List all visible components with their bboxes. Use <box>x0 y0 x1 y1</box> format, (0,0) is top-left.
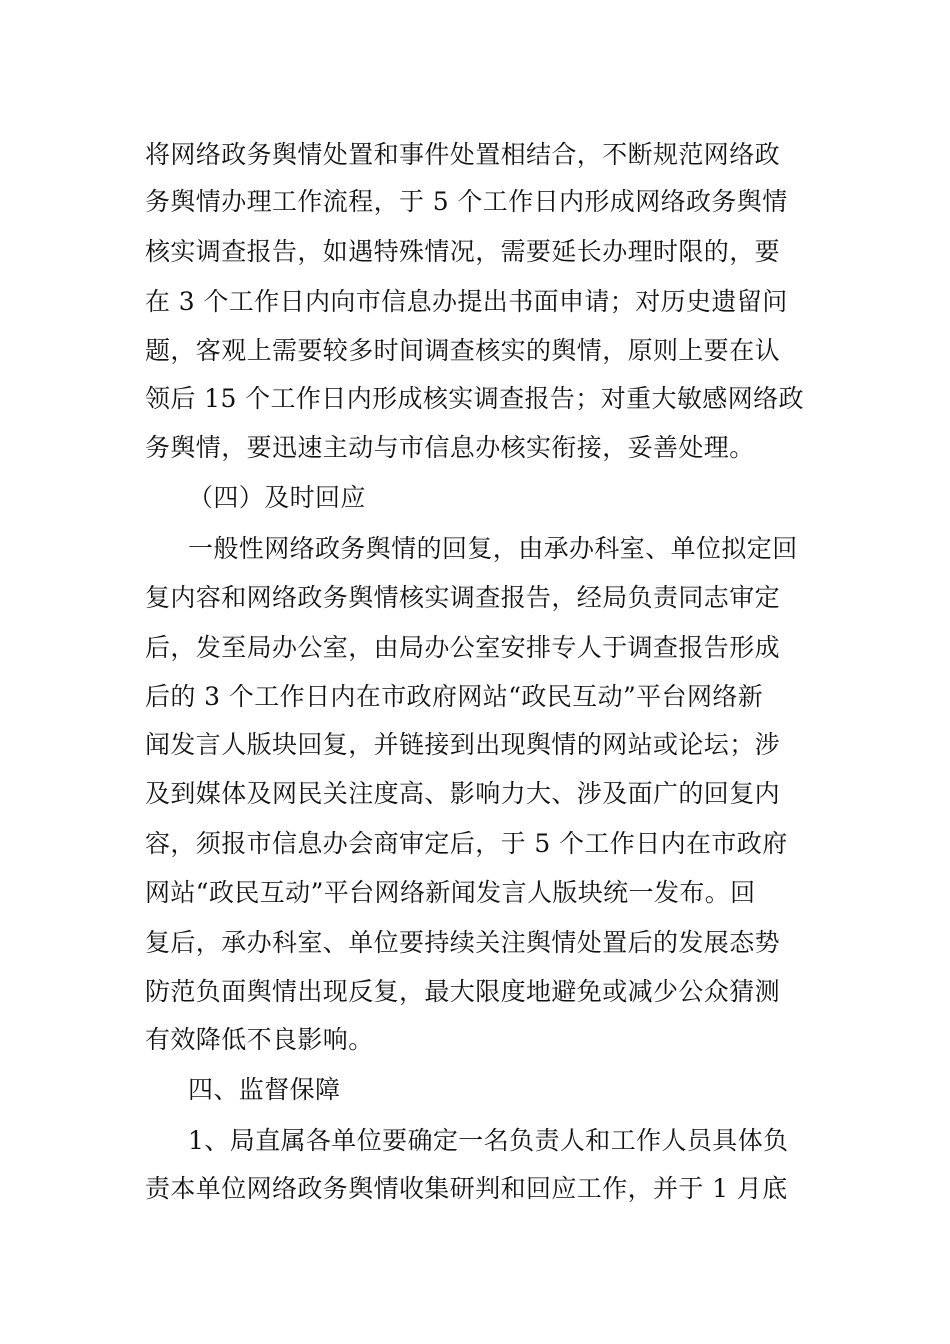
paragraph-line: 核实调查报告，如遇特殊情况，需要延长办理时限的，要 <box>145 237 781 266</box>
paragraph-line: 及到媒体及网民关注度高、影响力大、涉及面广的回复内 <box>145 779 781 808</box>
paragraph-line: 网站“政民互动”平台网络新闻发言人版块统一发布。回 <box>145 878 756 907</box>
paragraph-line: 复后，承办科室、单位要持续关注舆情处置后的发展态势 <box>145 928 781 957</box>
paragraph-line: 1、局直属各单位要确定一名负责人和工作人员具体负 <box>188 1126 789 1155</box>
paragraph-line: 务舆情办理工作流程，于 5 个工作日内形成网络政务舆情 <box>145 187 788 216</box>
paragraph-line: 有效降低不良影响。 <box>145 1025 374 1054</box>
paragraph-line: 领后 15 个工作日内形成核实调查报告；对重大敏感网络政 <box>145 384 804 413</box>
paragraph-line: 闻发言人版块回复，并链接到出现舆情的网站或论坛；涉 <box>145 730 781 759</box>
paragraph-line: 在 3 个工作日内向市信息办提出书面申请；对历史遗留问 <box>145 287 788 316</box>
paragraph-line: 复内容和网络政务舆情核实调查报告，经局负责同志审定 <box>145 583 781 612</box>
paragraph-line: 容，须报市信息办会商审定后，于 5 个工作日内在市政府 <box>145 829 788 858</box>
paragraph-line: 后的 3 个工作日内在市政府网站“政民互动”平台网络新 <box>145 682 764 711</box>
paragraph-line: 防范负面舆情出现反复，最大限度地避免或减少公众猜测 <box>145 977 781 1006</box>
paragraph-line: 题，客观上需要较多时间调查核实的舆情，原则上要在认 <box>145 336 781 365</box>
paragraph-line: 务舆情，要迅速主动与市信息办核实衔接，妥善处理。 <box>145 433 755 462</box>
paragraph-line: 后，发至局办公室，由局办公室安排专人于调查报告形成 <box>145 633 781 662</box>
paragraph-line: 将网络政务舆情处置和事件处置相结合，不断规范网络政 <box>145 140 781 169</box>
subheading: （四）及时回应 <box>188 483 366 512</box>
paragraph-line: 责本单位网络政务舆情收集研判和回应工作，并于 1 月底 <box>145 1174 788 1203</box>
section-heading: 四、监督保障 <box>188 1075 341 1104</box>
paragraph-line: 一般性网络政务舆情的回复，由承办科室、单位拟定回 <box>188 534 798 563</box>
